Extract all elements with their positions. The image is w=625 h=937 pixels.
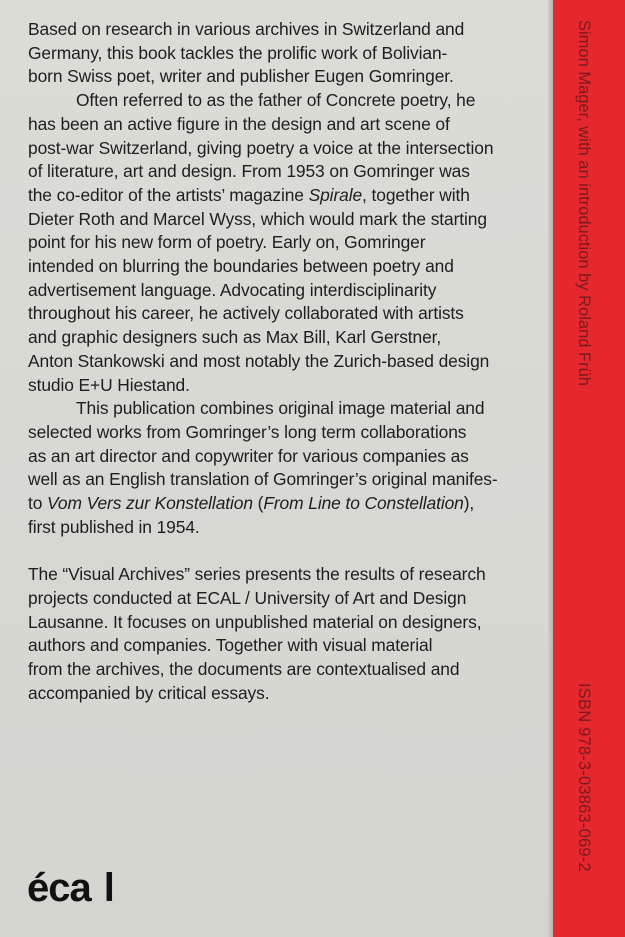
text-line: the co-editor of the artists’ magazine — [28, 184, 309, 205]
text-line: selected works from Gomringer’s long term collaborations — [28, 421, 467, 442]
text-line: accompanied by critical essays. — [28, 682, 270, 703]
paragraph-intro — [28, 18, 540, 89]
text-line: and graphic designers such as Max Bill, Karl Gerstner, — [28, 327, 442, 348]
text-line: to — [28, 493, 48, 514]
paragraph-concrete-poetry — [28, 89, 540, 397]
text-line: Often referred to as the father of Concrete poetry, he — [76, 90, 476, 111]
text-line: has been an active figure in the design and art scene of — [28, 113, 450, 134]
text-line: as an art director and copywriter for various companies as — [28, 445, 469, 466]
paragraph-publication — [28, 397, 540, 539]
text-line: point for his new form of poetry. Early on, Gomringer — [28, 232, 426, 253]
spine-author-credit: Simon Mager, with an introduction by Roland Früh — [575, 20, 593, 386]
spine-isbn: ISBN 978-3-03863-069-2 — [575, 683, 593, 872]
text-line: projects conducted at ECAL / University of Art and Design — [28, 587, 467, 608]
text-line: Lausanne. It focuses on unpublished material on designers, — [28, 611, 482, 632]
text-line: Germany, this book tackles the prolific work of Bolivian- — [28, 42, 448, 63]
text-line: post-war Switzerland, giving poetry a voice at the intersection — [28, 137, 494, 158]
text-line: of literature, art and design. From 1953 on Gomringer was — [28, 161, 470, 182]
text-line: , together with — [362, 184, 470, 205]
text-line: intended on blurring the boundaries between poetry and — [28, 256, 454, 277]
logo-part: l — [103, 866, 114, 910]
text-line: well as an English translation of Gomringer’s original manifes- — [28, 469, 498, 490]
manifesto-title-german: Vom Vers zur Konstellation — [47, 493, 253, 514]
text-line: advertisement language. Advocating interdisciplinarity — [28, 279, 437, 300]
text-line: Based on research in various archives in Switzerland and — [28, 19, 465, 39]
blurb-text — [28, 18, 540, 705]
ecal-logo — [27, 868, 114, 908]
text-line: ( — [252, 493, 264, 514]
paragraph-series — [28, 563, 540, 705]
text-line: from the archives, the documents are contextualised and — [28, 658, 460, 679]
text-line: studio E+U Hiestand. — [28, 374, 190, 395]
text-line: This publication combines original image material and — [76, 398, 485, 419]
magazine-title: Spirale — [308, 184, 363, 205]
manifesto-title-english: From Line to Constellation — [263, 493, 464, 514]
text-line: first published in 1954. — [28, 516, 200, 537]
paragraph-gap — [28, 539, 540, 563]
logo-part: éc — [27, 866, 70, 910]
text-line: ), — [463, 493, 475, 514]
text-line: authors and companies. Together with visual material — [28, 635, 433, 656]
text-line: Anton Stankowski and most notably the Zurich-based design — [28, 350, 490, 371]
text-line: throughout his career, he actively collaborated with artists — [28, 303, 464, 324]
text-line: The “Visual Archives” series presents the results of research — [28, 564, 486, 585]
text-line: born Swiss poet, writer and publisher Eugen Gomringer. — [28, 66, 454, 87]
logo-part: a — [69, 866, 91, 910]
text-line: Dieter Roth and Marcel Wyss, which would mark the starting — [28, 208, 487, 229]
